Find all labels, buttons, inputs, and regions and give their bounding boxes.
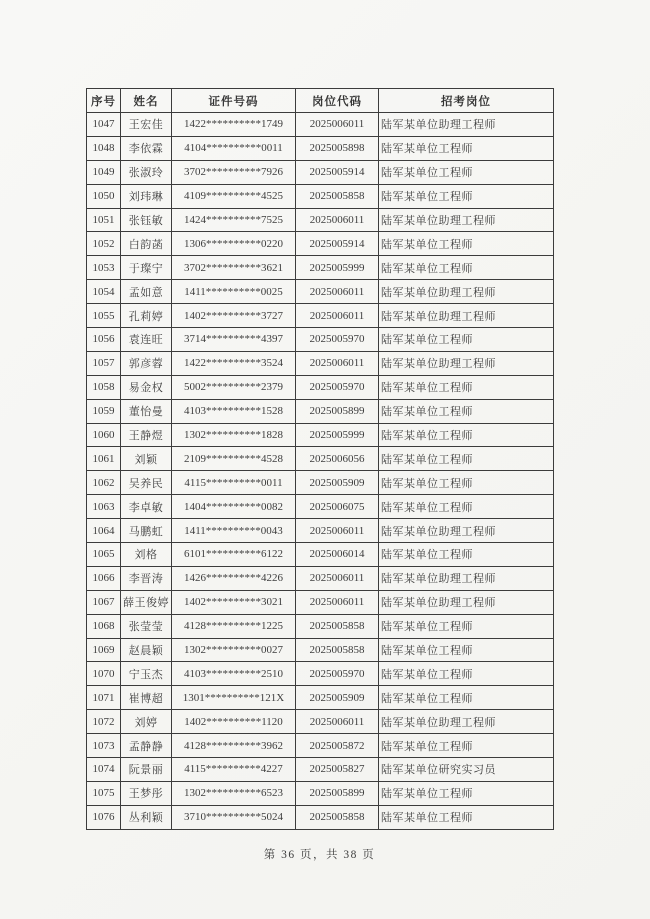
roster-table: [86, 88, 554, 830]
cell-name: 白韵菡: [121, 232, 172, 256]
cell-id-number: 1424**********7525: [172, 208, 296, 232]
cell-id-number: 4115**********4227: [172, 758, 296, 782]
cell-position-code: 2025005999: [296, 256, 379, 280]
cell-recruitment-position: 陆军某单位工程师: [379, 423, 554, 447]
cell-position-code: 2025005970: [296, 662, 379, 686]
table-row: [87, 423, 554, 447]
cell-name: 董怡曼: [121, 399, 172, 423]
cell-serial-number: 1065: [87, 543, 121, 567]
cell-id-number: 1422**********1749: [172, 113, 296, 137]
cell-id-number: 1302**********6523: [172, 781, 296, 805]
cell-serial-number: 1071: [87, 686, 121, 710]
cell-recruitment-position: 陆军某单位工程师: [379, 328, 554, 352]
cell-serial-number: 1051: [87, 208, 121, 232]
cell-serial-number: 1074: [87, 758, 121, 782]
cell-name: 薛王俊婷: [121, 590, 172, 614]
cell-name: 郭彦蓉: [121, 351, 172, 375]
cell-serial-number: 1067: [87, 590, 121, 614]
cell-position-code: 2025005970: [296, 375, 379, 399]
cell-serial-number: 1059: [87, 399, 121, 423]
cell-recruitment-position: 陆军某单位工程师: [379, 471, 554, 495]
cell-name: 易金权: [121, 375, 172, 399]
cell-recruitment-position: 陆军某单位工程师: [379, 375, 554, 399]
page-number-footer: 第 36 页，共 38 页: [263, 849, 376, 861]
cell-position-code: 2025005909: [296, 471, 379, 495]
cell-name: 刘婷: [121, 710, 172, 734]
cell-recruitment-position: 陆军某单位助理工程师: [379, 304, 554, 328]
cell-recruitment-position: 陆军某单位工程师: [379, 638, 554, 662]
cell-id-number: 1402**********3727: [172, 304, 296, 328]
column-header-position-code: 岗位代码: [296, 89, 379, 113]
table-row: [87, 781, 554, 805]
table-row: [87, 614, 554, 638]
cell-name: 孟静静: [121, 734, 172, 758]
cell-name: 于璨宁: [121, 256, 172, 280]
cell-serial-number: 1076: [87, 805, 121, 829]
cell-name: 张钰敏: [121, 208, 172, 232]
cell-name: 吴养民: [121, 471, 172, 495]
cell-id-number: 3714**********4397: [172, 328, 296, 352]
cell-serial-number: 1068: [87, 614, 121, 638]
cell-serial-number: 1055: [87, 304, 121, 328]
cell-serial-number: 1073: [87, 734, 121, 758]
cell-serial-number: 1048: [87, 136, 121, 160]
cell-recruitment-position: 陆军某单位助理工程师: [379, 351, 554, 375]
table-row: [87, 256, 554, 280]
cell-name: 刘玮琳: [121, 184, 172, 208]
cell-name: 李晋涛: [121, 566, 172, 590]
cell-position-code: 2025006011: [296, 710, 379, 734]
column-header-serial-number: 序号: [87, 89, 121, 113]
cell-serial-number: 1060: [87, 423, 121, 447]
cell-recruitment-position: 陆军某单位工程师: [379, 184, 554, 208]
cell-id-number: 1302**********0027: [172, 638, 296, 662]
cell-name: 孟如意: [121, 280, 172, 304]
cell-serial-number: 1049: [87, 160, 121, 184]
cell-recruitment-position: 陆军某单位工程师: [379, 399, 554, 423]
cell-id-number: 1404**********0082: [172, 495, 296, 519]
cell-recruitment-position: 陆军某单位助理工程师: [379, 113, 554, 137]
table-row: [87, 208, 554, 232]
cell-name: 袁连旺: [121, 328, 172, 352]
cell-name: 孔莉婷: [121, 304, 172, 328]
table-row: [87, 447, 554, 471]
cell-recruitment-position: 陆军某单位工程师: [379, 495, 554, 519]
table-row: [87, 710, 554, 734]
cell-position-code: 2025005914: [296, 232, 379, 256]
cell-position-code: 2025006056: [296, 447, 379, 471]
cell-name: 张莹莹: [121, 614, 172, 638]
table-row: [87, 113, 554, 137]
table-row: [87, 280, 554, 304]
column-header-name: 姓名: [121, 89, 172, 113]
cell-name: 崔博超: [121, 686, 172, 710]
cell-recruitment-position: 陆军某单位工程师: [379, 447, 554, 471]
column-header-recruitment-position: 招考岗位: [379, 89, 554, 113]
cell-recruitment-position: 陆军某单位工程师: [379, 256, 554, 280]
cell-position-code: 2025005858: [296, 805, 379, 829]
cell-position-code: 2025005909: [296, 686, 379, 710]
cell-name: 阮景丽: [121, 758, 172, 782]
cell-serial-number: 1069: [87, 638, 121, 662]
cell-serial-number: 1072: [87, 710, 121, 734]
cell-id-number: 1306**********0220: [172, 232, 296, 256]
cell-position-code: 2025005899: [296, 399, 379, 423]
cell-id-number: 5002**********2379: [172, 375, 296, 399]
cell-recruitment-position: 陆军某单位工程师: [379, 734, 554, 758]
cell-name: 马鹏虹: [121, 519, 172, 543]
cell-name: 丛利颖: [121, 805, 172, 829]
cell-serial-number: 1047: [87, 113, 121, 137]
cell-serial-number: 1064: [87, 519, 121, 543]
cell-position-code: 2025005858: [296, 638, 379, 662]
cell-id-number: 4128**********3962: [172, 734, 296, 758]
cell-id-number: 3702**********7926: [172, 160, 296, 184]
cell-position-code: 2025006011: [296, 113, 379, 137]
cell-id-number: 1411**********0043: [172, 519, 296, 543]
cell-id-number: 4115**********0011: [172, 471, 296, 495]
table-row: [87, 351, 554, 375]
cell-id-number: 1402**********3021: [172, 590, 296, 614]
cell-serial-number: 1053: [87, 256, 121, 280]
cell-serial-number: 1066: [87, 566, 121, 590]
cell-id-number: 1302**********1828: [172, 423, 296, 447]
cell-position-code: 2025006075: [296, 495, 379, 519]
cell-serial-number: 1050: [87, 184, 121, 208]
cell-id-number: 3710**********5024: [172, 805, 296, 829]
table-row: [87, 734, 554, 758]
cell-name: 王梦彤: [121, 781, 172, 805]
table-row: [87, 471, 554, 495]
cell-position-code: 2025005858: [296, 614, 379, 638]
cell-id-number: 4109**********4525: [172, 184, 296, 208]
table-row: [87, 184, 554, 208]
cell-recruitment-position: 陆军某单位工程师: [379, 543, 554, 567]
cell-id-number: 1301**********121X: [172, 686, 296, 710]
cell-id-number: 3702**********3621: [172, 256, 296, 280]
cell-name: 刘格: [121, 543, 172, 567]
cell-name: 王宏佳: [121, 113, 172, 137]
table-row: [87, 399, 554, 423]
table-row: [87, 662, 554, 686]
cell-serial-number: 1054: [87, 280, 121, 304]
table-row: [87, 232, 554, 256]
cell-id-number: 1402**********1120: [172, 710, 296, 734]
table-row: [87, 686, 554, 710]
cell-recruitment-position: 陆军某单位助理工程师: [379, 710, 554, 734]
table-row: [87, 566, 554, 590]
cell-position-code: 2025005999: [296, 423, 379, 447]
cell-position-code: 2025006014: [296, 543, 379, 567]
cell-position-code: 2025006011: [296, 590, 379, 614]
cell-position-code: 2025005872: [296, 734, 379, 758]
cell-position-code: 2025006011: [296, 351, 379, 375]
cell-serial-number: 1075: [87, 781, 121, 805]
table-row: [87, 590, 554, 614]
cell-serial-number: 1052: [87, 232, 121, 256]
cell-position-code: 2025006011: [296, 304, 379, 328]
cell-recruitment-position: 陆军某单位工程师: [379, 136, 554, 160]
table-row: [87, 638, 554, 662]
cell-id-number: 1422**********3524: [172, 351, 296, 375]
cell-id-number: 4104**********0011: [172, 136, 296, 160]
cell-id-number: 2109**********4528: [172, 447, 296, 471]
cell-recruitment-position: 陆军某单位研究实习员: [379, 758, 554, 782]
cell-recruitment-position: 陆军某单位助理工程师: [379, 566, 554, 590]
cell-recruitment-position: 陆军某单位工程师: [379, 160, 554, 184]
cell-id-number: 6101**********6122: [172, 543, 296, 567]
table-row: [87, 495, 554, 519]
cell-position-code: 2025005899: [296, 781, 379, 805]
table-row: [87, 304, 554, 328]
cell-id-number: 1426**********4226: [172, 566, 296, 590]
table-header-row: [87, 89, 554, 113]
cell-position-code: 2025005970: [296, 328, 379, 352]
cell-serial-number: 1061: [87, 447, 121, 471]
column-header-id-number: 证件号码: [172, 89, 296, 113]
table-row: [87, 758, 554, 782]
cell-id-number: 4103**********2510: [172, 662, 296, 686]
cell-name: 张淑玲: [121, 160, 172, 184]
cell-name: 王静煜: [121, 423, 172, 447]
table-row: [87, 519, 554, 543]
cell-position-code: 2025005898: [296, 136, 379, 160]
cell-serial-number: 1062: [87, 471, 121, 495]
cell-id-number: 1411**********0025: [172, 280, 296, 304]
table-row: [87, 328, 554, 352]
table-row: [87, 805, 554, 829]
cell-position-code: 2025006011: [296, 280, 379, 304]
cell-serial-number: 1063: [87, 495, 121, 519]
cell-serial-number: 1057: [87, 351, 121, 375]
cell-id-number: 4103**********1528: [172, 399, 296, 423]
cell-serial-number: 1058: [87, 375, 121, 399]
cell-name: 赵晨颖: [121, 638, 172, 662]
cell-position-code: 2025005827: [296, 758, 379, 782]
cell-name: 李依霖: [121, 136, 172, 160]
cell-id-number: 4128**********1225: [172, 614, 296, 638]
cell-recruitment-position: 陆军某单位助理工程师: [379, 280, 554, 304]
cell-name: 李卓敏: [121, 495, 172, 519]
cell-recruitment-position: 陆军某单位工程师: [379, 686, 554, 710]
cell-position-code: 2025006011: [296, 566, 379, 590]
table-row: [87, 160, 554, 184]
cell-recruitment-position: 陆军某单位助理工程师: [379, 208, 554, 232]
cell-position-code: 2025006011: [296, 519, 379, 543]
cell-serial-number: 1056: [87, 328, 121, 352]
table-row: [87, 375, 554, 399]
cell-recruitment-position: 陆军某单位助理工程师: [379, 519, 554, 543]
cell-recruitment-position: 陆军某单位工程师: [379, 614, 554, 638]
table-row: [87, 136, 554, 160]
cell-recruitment-position: 陆军某单位工程师: [379, 232, 554, 256]
cell-name: 宁玉杰: [121, 662, 172, 686]
cell-position-code: 2025006011: [296, 208, 379, 232]
cell-position-code: 2025005914: [296, 160, 379, 184]
cell-name: 刘颖: [121, 447, 172, 471]
table-row: [87, 543, 554, 567]
cell-serial-number: 1070: [87, 662, 121, 686]
cell-recruitment-position: 陆军某单位工程师: [379, 781, 554, 805]
cell-position-code: 2025005858: [296, 184, 379, 208]
cell-recruitment-position: 陆军某单位工程师: [379, 805, 554, 829]
cell-recruitment-position: 陆军某单位工程师: [379, 662, 554, 686]
cell-recruitment-position: 陆军某单位助理工程师: [379, 590, 554, 614]
